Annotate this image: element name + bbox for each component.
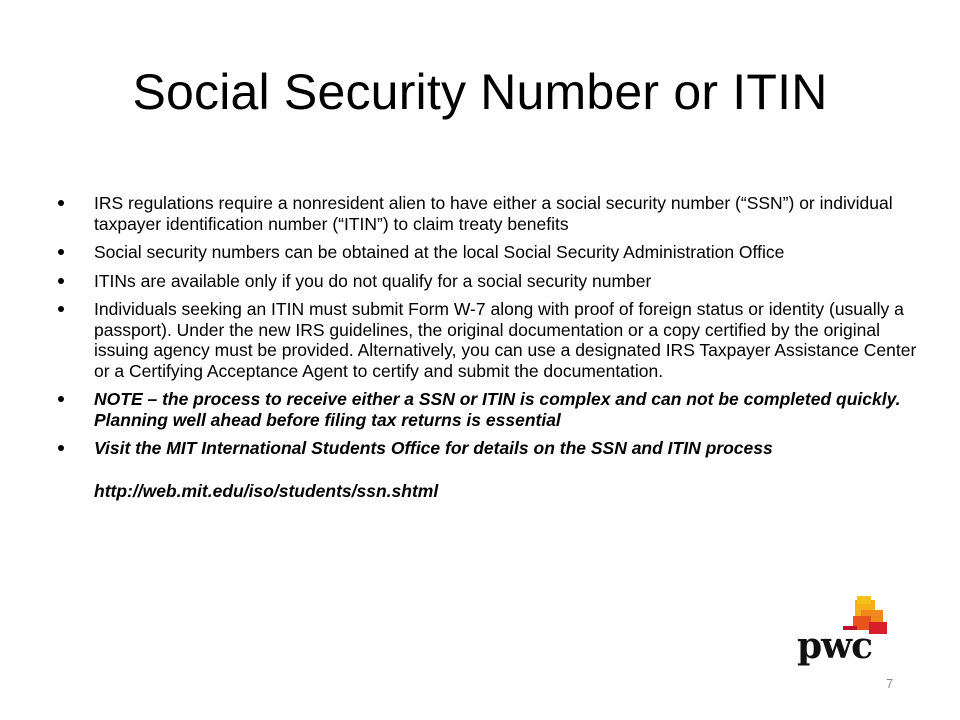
note-text: NOTE – the process to receive either a SSN or ITIN is complex and can not be completed quickly. Planning well ahead before filing tax returns is essential (94, 389, 901, 430)
iso-link[interactable]: http://web.mit.edu/iso/students/ssn.shtml (94, 480, 439, 501)
visit-text: Visit the MIT International Students Office for details on the SSN and ITIN process (94, 438, 773, 458)
slide-number: 7 (886, 676, 894, 691)
pwc-logo (795, 596, 895, 676)
bullet-dot-icon (58, 249, 64, 255)
bullet-dot-icon (58, 278, 64, 284)
bullet-dot-icon (58, 200, 64, 206)
bullet-item (58, 193, 918, 234)
bullet-text: Individuals seeking an ITIN must submit Form W-7 along with proof of foreign status or identity (usually a passport). Under the new IRS guidelines, the original documentation or a copy certified by the original issuing agency must be provided. Alternatively, you can use a designated IRS Taxpayer Assistance Center or a Certifying Acceptance Agent to certify and submit the documentation. (94, 299, 917, 381)
logo-wordmark: pwc (797, 625, 873, 667)
bullet-text: ITINs are available only if you do not qualify for a social security number (94, 270, 652, 291)
bullet-text: IRS regulations require a nonresident alien to have either a social security number (“SSN”) or individual taxpayer identification number (“ITIN”) to claim treaty benefits (94, 193, 893, 234)
slide-title: Social Security Number or ITIN (132, 64, 828, 120)
bullet-text: Social security numbers can be obtained at the local Social Security Administration Office (94, 242, 785, 262)
bullet-dot-icon (58, 445, 64, 451)
bullet-list (58, 193, 918, 509)
note-item (58, 389, 918, 430)
bullet-dot-icon (58, 396, 64, 402)
logo-block (857, 596, 871, 604)
bullet-item (58, 299, 918, 381)
bullet-item (58, 271, 918, 292)
visit-item (58, 438, 918, 501)
bullet-item (58, 242, 918, 263)
bullet-dot-icon (58, 306, 64, 312)
